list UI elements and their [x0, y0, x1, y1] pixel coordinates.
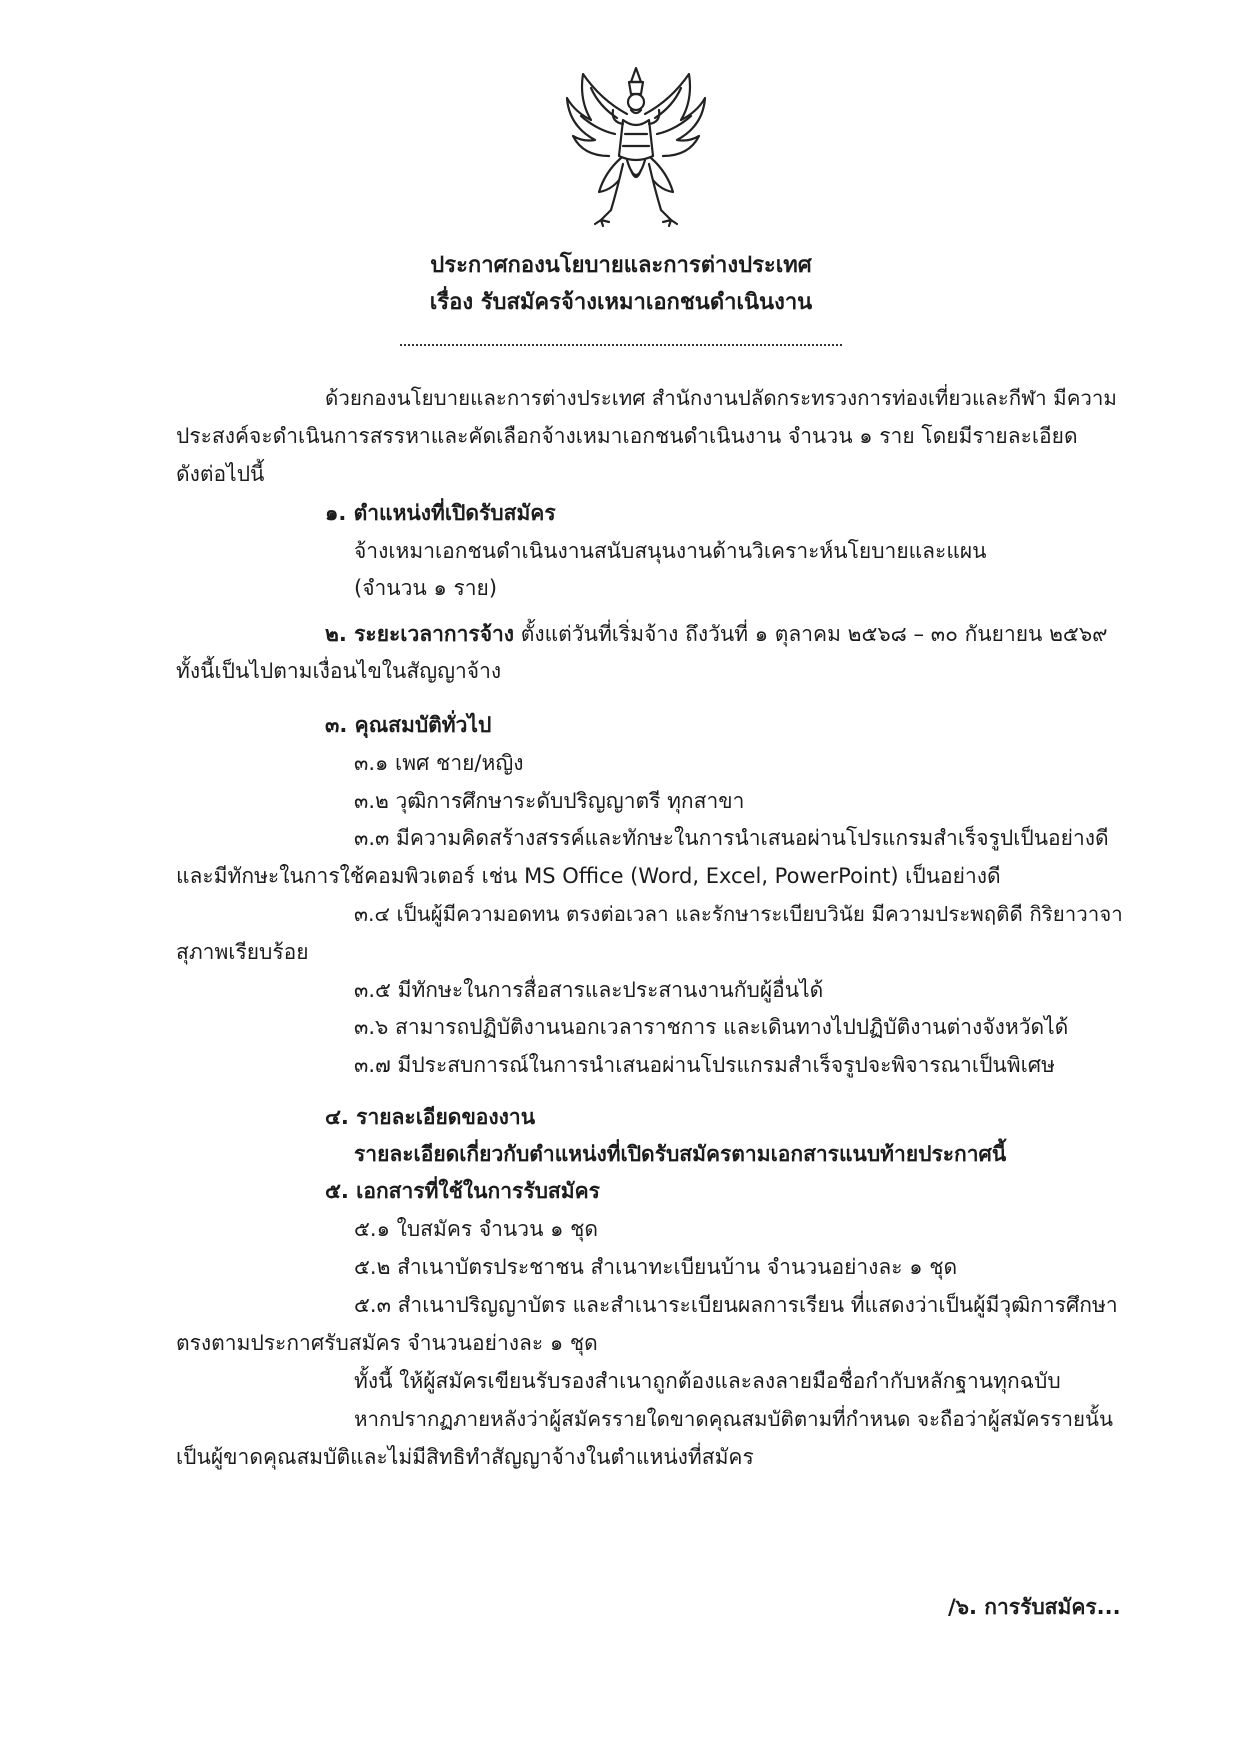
section-3-item-6: ๓.๖ สามารถปฏิบัติงานนอกเวลาราชการ และเดินทางไปปฏิบัติงานต่างจังหวัดได้	[354, 1015, 1069, 1039]
section-2-line-1	[325, 619, 1108, 649]
continuation-marker: /๖. การรับสมัคร...	[948, 1595, 1121, 1619]
section-3-item-5: ๓.๕ มีทักษะในการสื่อสารและประสานงานกับผู้อื่นได้	[354, 978, 824, 1002]
section-4-heading: ๔. รายละเอียดของงาน	[325, 1105, 536, 1129]
section-1-heading: ๑. ตำแหน่งที่เปิดรับสมัคร	[325, 501, 556, 525]
garuda-emblem-icon	[561, 60, 711, 230]
section-3-item-4-line-2: สุภาพเรียบร้อย	[176, 940, 309, 964]
section-3-item-2: ๓.๒ วุฒิการศึกษาระดับปริญญาตรี ทุกสาขา	[354, 789, 745, 813]
section-3-item-4-line-1: ๓.๔ เป็นผู้มีความอดทน ตรงต่อเวลา และรักษาระเบียบวินัย มีความประพฤติดี กิริยาวาจา	[354, 902, 1123, 926]
section-5-item-3-line-2: ตรงตามประกาศรับสมัคร จำนวนอย่างละ ๑ ชุด	[176, 1331, 598, 1355]
intro-line-1: ด้วยกองนโยบายและการต่างประเทศ สำนักงานปลัดกระทรวงการท่องเที่ยวและกีฬา มีความ	[325, 386, 1117, 410]
section-1-line-2: (จำนวน ๑ ราย)	[354, 576, 498, 600]
announcement-subject: เรื่อง รับสมัครจ้างเหมาเอกชนดำเนินงาน	[429, 290, 813, 315]
section-5-heading: ๕. เอกสารที่ใช้ในการรับสมัคร	[325, 1179, 600, 1203]
section-3-item-3-line-2: และมีทักษะในการใช้คอมพิวเตอร์ เช่น MS Office (Word, Excel, PowerPoint) เป็นอย่างดี	[176, 864, 1001, 888]
section-5-note-2-line-2: เป็นผู้ขาดคุณสมบัติและไม่มีสิทธิทำสัญญาจ้างในตำแหน่งที่สมัคร	[176, 1445, 754, 1469]
section-3-item-1: ๓.๑ เพศ ชาย/หญิง	[354, 751, 524, 775]
section-5-note-2-line-1: หากปรากฏภายหลังว่าผู้สมัครรายใดขาดคุณสมบัติตามที่กำหนด จะถือว่าผู้สมัครรายนั้น	[354, 1407, 1114, 1431]
title-separator	[400, 336, 842, 346]
section-5-item-3-line-1: ๕.๓ สำเนาปริญญาบัตร และสำเนาระเบียนผลการเรียน ที่แสดงว่าเป็นผู้มีวุฒิการศึกษา	[354, 1293, 1118, 1317]
section-3-item-3-line-1: ๓.๓ มีความคิดสร้างสรรค์และทักษะในการนำเสนอผ่านโปรแกรมสำเร็จรูปเป็นอย่างดี	[354, 826, 1109, 850]
intro-line-3: ดังต่อไปนี้	[176, 462, 265, 486]
announcement-title: ประกาศกองนโยบายและการต่างประเทศ	[430, 253, 812, 278]
section-2-line-2: ทั้งนี้เป็นไปตามเงื่อนไขในสัญญาจ้าง	[176, 659, 502, 683]
intro-line-2: ประสงค์จะดำเนินการสรรหาและคัดเลือกจ้างเหมาเอกชนดำเนินงาน จำนวน ๑ ราย โดยมีรายละเอียด	[176, 424, 1078, 448]
section-5-item-1: ๕.๑ ใบสมัคร จำนวน ๑ ชุด	[354, 1217, 598, 1241]
section-3-heading: ๓. คุณสมบัติทั่วไป	[325, 713, 492, 737]
section-5-note-1: ทั้งนี้ ให้ผู้สมัครเขียนรับรองสำเนาถูกต้องและลงลายมือชื่อกำกับหลักฐานทุกฉบับ	[354, 1369, 1061, 1393]
section-1-line-1: จ้างเหมาเอกชนดำเนินงานสนับสนุนงานด้านวิเคราะห์นโยบายและแผน	[354, 539, 987, 563]
section-5-item-2: ๕.๒ สำเนาบัตรประชาชน สำเนาทะเบียนบ้าน จำนวนอย่างละ ๑ ชุด	[354, 1255, 958, 1279]
section-2-period: ตั้งแต่วันที่เริ่มจ้าง ถึงวันที่ ๑ ตุลาคม ๒๕๖๘ – ๓๐ กันยายน ๒๕๖๙	[520, 622, 1108, 646]
section-2-heading: ๒. ระยะเวลาการจ้าง	[325, 622, 515, 646]
section-3-item-7: ๓.๗ มีประสบการณ์ในการนำเสนอผ่านโปรแกรมสำเร็จรูปจะพิจารณาเป็นพิเศษ	[354, 1053, 1055, 1077]
section-4-text: รายละเอียดเกี่ยวกับตำแหน่งที่เปิดรับสมัครตามเอกสารแนบท้ายประกาศนี้	[354, 1142, 1007, 1166]
